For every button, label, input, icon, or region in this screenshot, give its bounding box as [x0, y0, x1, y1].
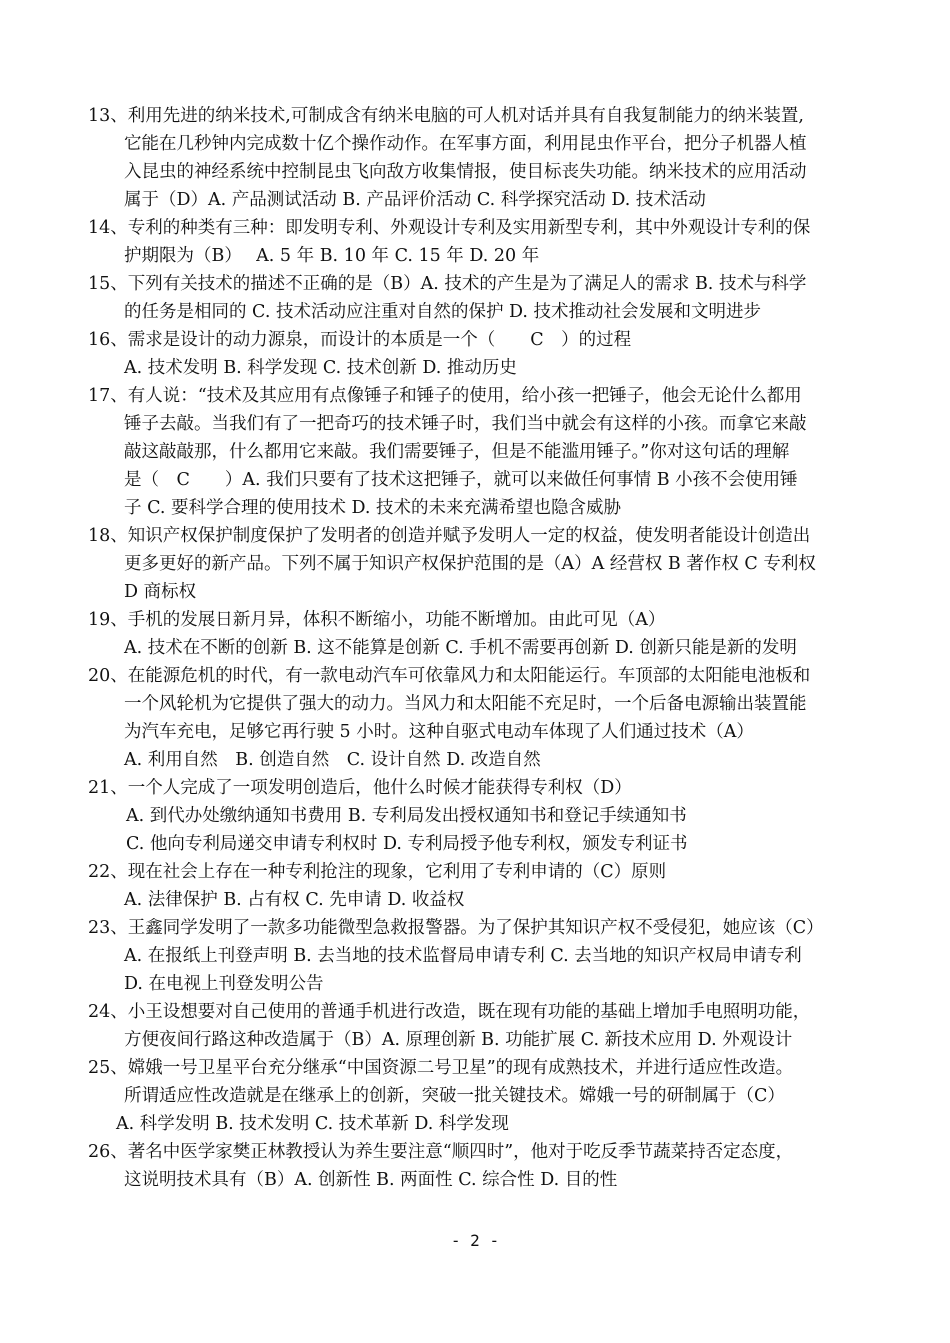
text-line: A. 科学发明 B. 技术发明 C. 技术革新 D. 科学发现: [116, 1114, 509, 1134]
text-line: 是（ C ）A. 我们只要有了技术这把锤子，就可以来做任何事情 B 小孩不会使用锤: [124, 470, 798, 490]
text-line: 一个风轮机为它提供了强大的动力。当风力和太阳能不充足时，一个后备电源输出装置能: [124, 694, 807, 714]
text-line: 护期限为（B） A. 5 年 B. 10 年 C. 15 年 D. 20 年: [124, 246, 540, 266]
text-line: 的任务是相同的 C. 技术活动应注重对自然的保护 D. 技术推动社会发展和文明进步: [124, 302, 762, 322]
text-line: A. 在报纸上刊登声明 B. 去当地的技术监督局申请专利 C. 去当地的知识产权局申请专利: [124, 946, 802, 966]
text-line: 26、著名中医学家樊正林教授认为养生要注意“顺四时”，他对于吃反季节蔬菜持否定态度，: [88, 1142, 794, 1162]
text-line: A. 法律保护 B. 占有权 C. 先申请 D. 收益权: [124, 890, 465, 910]
text-line: 13、利用先进的纳米技术,可制成含有纳米电脑的可人机对话并具有自我复制能力的纳米装置,: [88, 106, 804, 126]
text-line: 为汽车充电，足够它再行驶 5 小时。这种自驱式电动车体现了人们通过技术（A）: [124, 722, 754, 742]
page-number: - 2 -: [450, 1231, 500, 1250]
text-line: A. 技术发明 B. 科学发现 C. 技术创新 D. 推动历史: [124, 358, 517, 378]
text-line: 16、需求是设计的动力源泉，而设计的本质是一个（ C ）的过程: [88, 330, 632, 350]
text-line: 方便夜间行路这种改造属于（B）A. 原理创新 B. 功能扩展 C. 新技术应用 D. 外观设计: [124, 1030, 793, 1050]
text-line: A. 技术在不断的创新 B. 这不能算是创新 C. 手机不需要再创新 D. 创新只能是新的发明: [124, 638, 797, 658]
text-line: 23、王鑫同学发明了一款多功能微型急救报警器。为了保护其知识产权不受侵犯，她应该（C）: [88, 918, 824, 938]
text-line: 这说明技术具有（B）A. 创新性 B. 两面性 C. 综合性 D. 目的性: [124, 1170, 618, 1190]
text-line: A. 到代办处缴纳通知书费用 B. 专利局发出授权通知书和登记手续通知书: [126, 806, 687, 826]
text-line: 21、一个人完成了一项发明创造后，他什么时候才能获得专利权（D）: [88, 778, 632, 798]
text-line: 19、手机的发展日新月异，体积不断缩小，功能不断增加。由此可见（A）: [88, 610, 666, 630]
text-line: 24、小王设想要对自己使用的普通手机进行改造，既在现有功能的基础上增加手电照明功能，: [88, 1002, 811, 1022]
text-line: 15、下列有关技术的描述不正确的是（B）A. 技术的产生是为了满足人的需求 B. 技术与科学: [88, 274, 807, 294]
text-line: 25、嫦娥一号卫星平台充分继承“中国资源二号卫星”的现有成熟技术，并进行适应性改造。: [88, 1058, 794, 1078]
text-line: 属于（D）A. 产品测试活动 B. 产品评价活动 C. 科学探究活动 D. 技术活动: [124, 190, 706, 210]
text-line: D. 在电视上刊登发明公告: [124, 974, 324, 994]
text-line: 所谓适应性改造就是在继承上的创新，突破一批关键技术。嫦娥一号的研制属于（C）: [124, 1086, 785, 1106]
text-line: 入昆虫的神经系统中控制昆虫飞向敌方收集情报，使目标丧失功能。纳米技术的应用活动: [124, 162, 807, 182]
document-body: [88, 102, 868, 1194]
text-line: 更多更好的新产品。下列不属于知识产权保护范围的是（A）A 经营权 B 著作权 C 专利权: [124, 554, 816, 574]
text-line: 子 C. 要科学合理的使用技术 D. 技术的未来充满希望也隐含威胁: [124, 498, 622, 518]
text-line: D 商标权: [124, 582, 197, 602]
text-line: 它能在几秒钟内完成数十亿个操作动作。在军事方面，利用昆虫作平台，把分子机器人植: [124, 134, 807, 154]
text-line: C. 他向专利局递交申请专利权时 D. 专利局授予他专利权，颁发专利证书: [126, 834, 688, 854]
text-line: 敲这敲敲那，什么都用它来敲。我们需要锤子，但是不能滥用锤子。”你对这句话的理解: [124, 442, 790, 462]
text-line: 14、专利的种类有三种：即发明专利、外观设计专利及实用新型专利，其中外观设计专利的保: [88, 218, 811, 238]
text-line: 18、知识产权保护制度保护了发明者的创造并赋予发明人一定的权益，使发明者能设计创造出: [88, 526, 811, 546]
text-line: 22、现在社会上存在一种专利抢注的现象，它利用了专利申请的（C）原则: [88, 862, 667, 882]
text-line: A. 利用自然 B. 创造自然 C. 设计自然 D. 改造自然: [124, 750, 541, 770]
text-line: 20、在能源危机的时代，有一款电动汽车可依靠风力和太阳能运行。车顶部的太阳能电池板和: [88, 666, 811, 686]
text-line: 锤子去敲。当我们有了一把奇巧的技术锤子时，我们当中就会有这样的小孩。而拿它来敲: [124, 414, 807, 434]
text-line: 17、有人说：“技术及其应用有点像锤子和锤子的使用，给小孩一把锤子，他会无论什么都用: [88, 386, 802, 406]
